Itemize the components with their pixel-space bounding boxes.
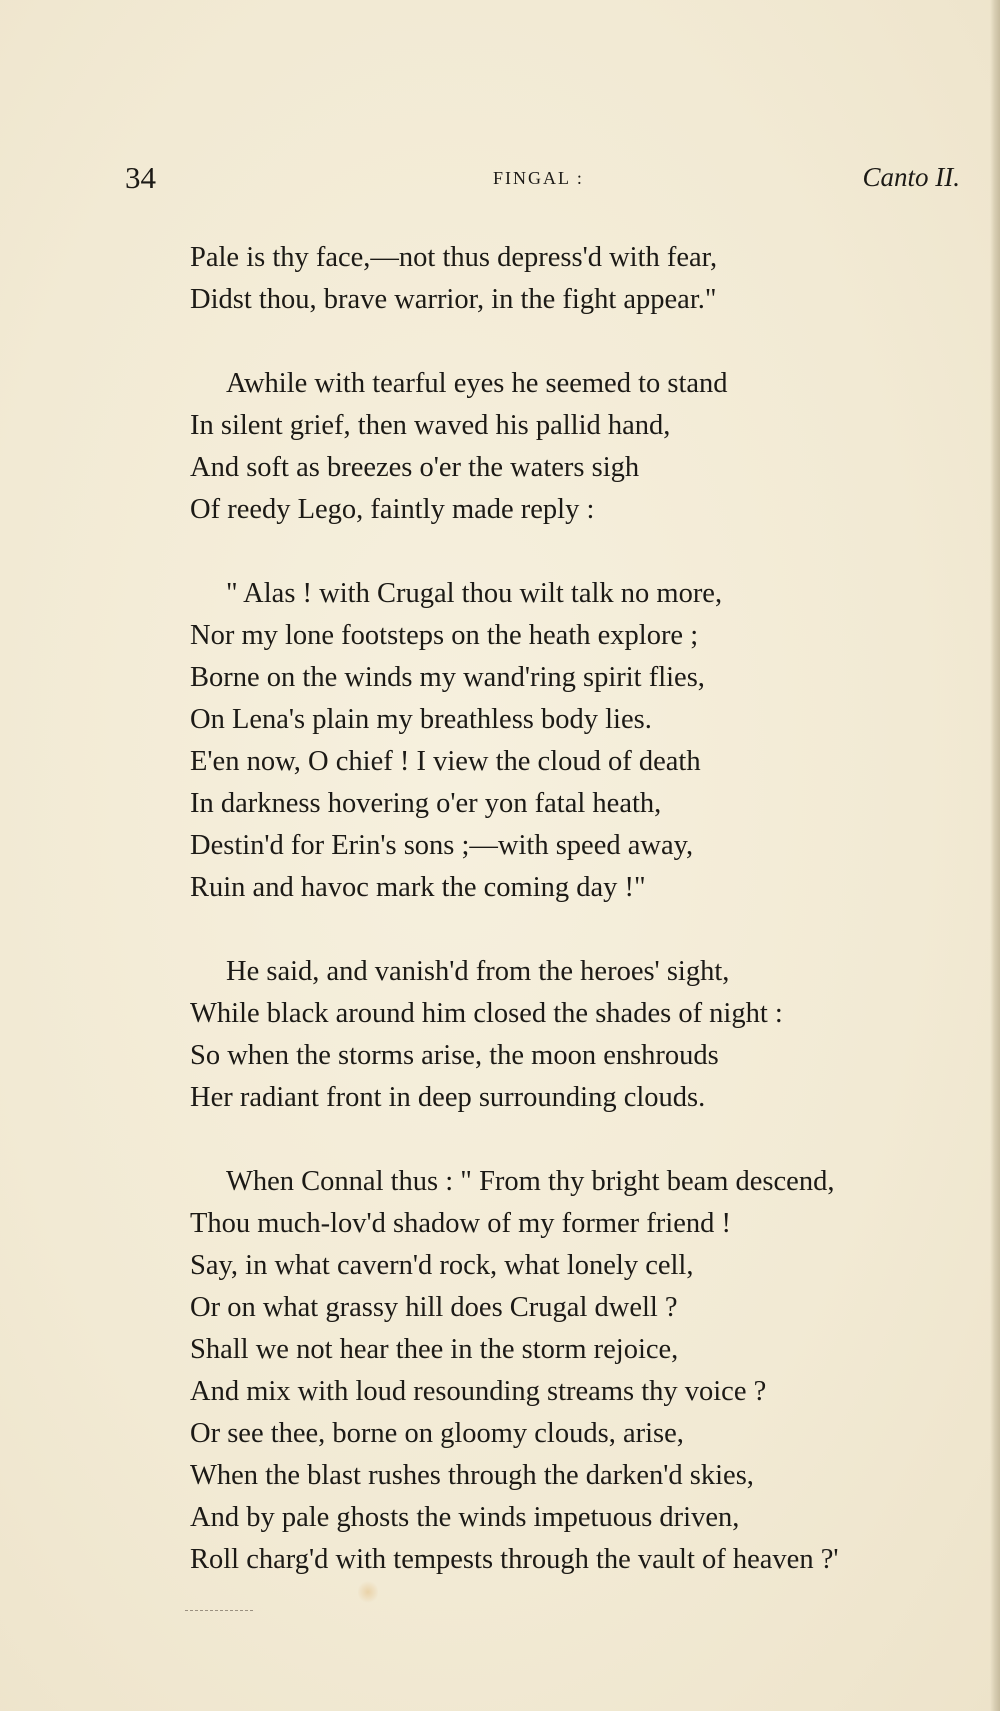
poem-body — [190, 237, 960, 1623]
poem-line: Of reedy Lego, faintly made reply : — [190, 494, 595, 525]
poem-line: He said, and vanish'd from the heroes' sight, — [226, 956, 730, 987]
poem-line: Thou much-lov'd shadow of my former friend ! — [190, 1208, 731, 1239]
poem-line: On Lena's plain my breathless body lies. — [190, 704, 652, 735]
poem-line: While black around him closed the shades of night : — [190, 998, 783, 1029]
poem-line: Destin'd for Erin's sons ;—with speed away, — [190, 830, 694, 861]
page-number: 34 — [125, 160, 156, 195]
stanza-4 — [190, 951, 960, 1119]
stanza-2 — [190, 363, 960, 531]
printer-mark — [185, 1607, 253, 1611]
page-edge-shadow — [990, 0, 1000, 1711]
poem-line: When Connal thus : " From thy bright beam descend, — [226, 1166, 835, 1197]
poem-line: Roll charg'd with tempests through the vault of heaven ?' — [190, 1544, 839, 1575]
poem-line: Awhile with tearful eyes he seemed to stand — [226, 368, 728, 399]
ink-smudge — [358, 1580, 378, 1604]
poem-line: So when the storms arise, the moon enshrouds — [190, 1040, 719, 1071]
poem-line: Or see thee, borne on gloomy clouds, arise, — [190, 1418, 684, 1449]
stanza-3 — [190, 573, 960, 909]
poem-line: And by pale ghosts the winds impetuous driven, — [190, 1502, 740, 1533]
poem-line: Or on what grassy hill does Crugal dwell ? — [190, 1292, 678, 1323]
poem-line: In silent grief, then waved his pallid hand, — [190, 410, 671, 441]
page-header — [125, 160, 960, 200]
poem-line: Borne on the winds my wand'ring spirit flies, — [190, 662, 705, 693]
poem-line: Ruin and havoc mark the coming day !" — [190, 872, 646, 903]
canto-label: Canto II. — [862, 162, 960, 192]
poem-line: Didst thou, brave warrior, in the fight appear." — [190, 284, 717, 315]
stanza-1 — [190, 237, 960, 321]
poem-line: Pale is thy face,—not thus depress'd with fear, — [190, 242, 718, 273]
poem-line: And soft as breezes o'er the waters sigh — [190, 452, 640, 483]
poem-line: In darkness hovering o'er yon fatal heath, — [190, 788, 662, 819]
running-title: FINGAL : — [493, 168, 584, 188]
poem-line: E'en now, O chief ! I view the cloud of death — [190, 746, 701, 777]
stanza-5 — [190, 1161, 960, 1581]
poem-line: Nor my lone footsteps on the heath explore ; — [190, 620, 699, 651]
poem-line: Shall we not hear thee in the storm rejoice, — [190, 1334, 679, 1365]
poem-line: When the blast rushes through the darken'd skies, — [190, 1460, 754, 1491]
poem-line: And mix with loud resounding streams thy voice ? — [190, 1376, 767, 1407]
poem-line: " Alas ! with Crugal thou wilt talk no more, — [226, 578, 723, 609]
poem-line: Say, in what cavern'd rock, what lonely cell, — [190, 1250, 694, 1281]
poem-line: Her radiant front in deep surrounding clouds. — [190, 1082, 706, 1113]
